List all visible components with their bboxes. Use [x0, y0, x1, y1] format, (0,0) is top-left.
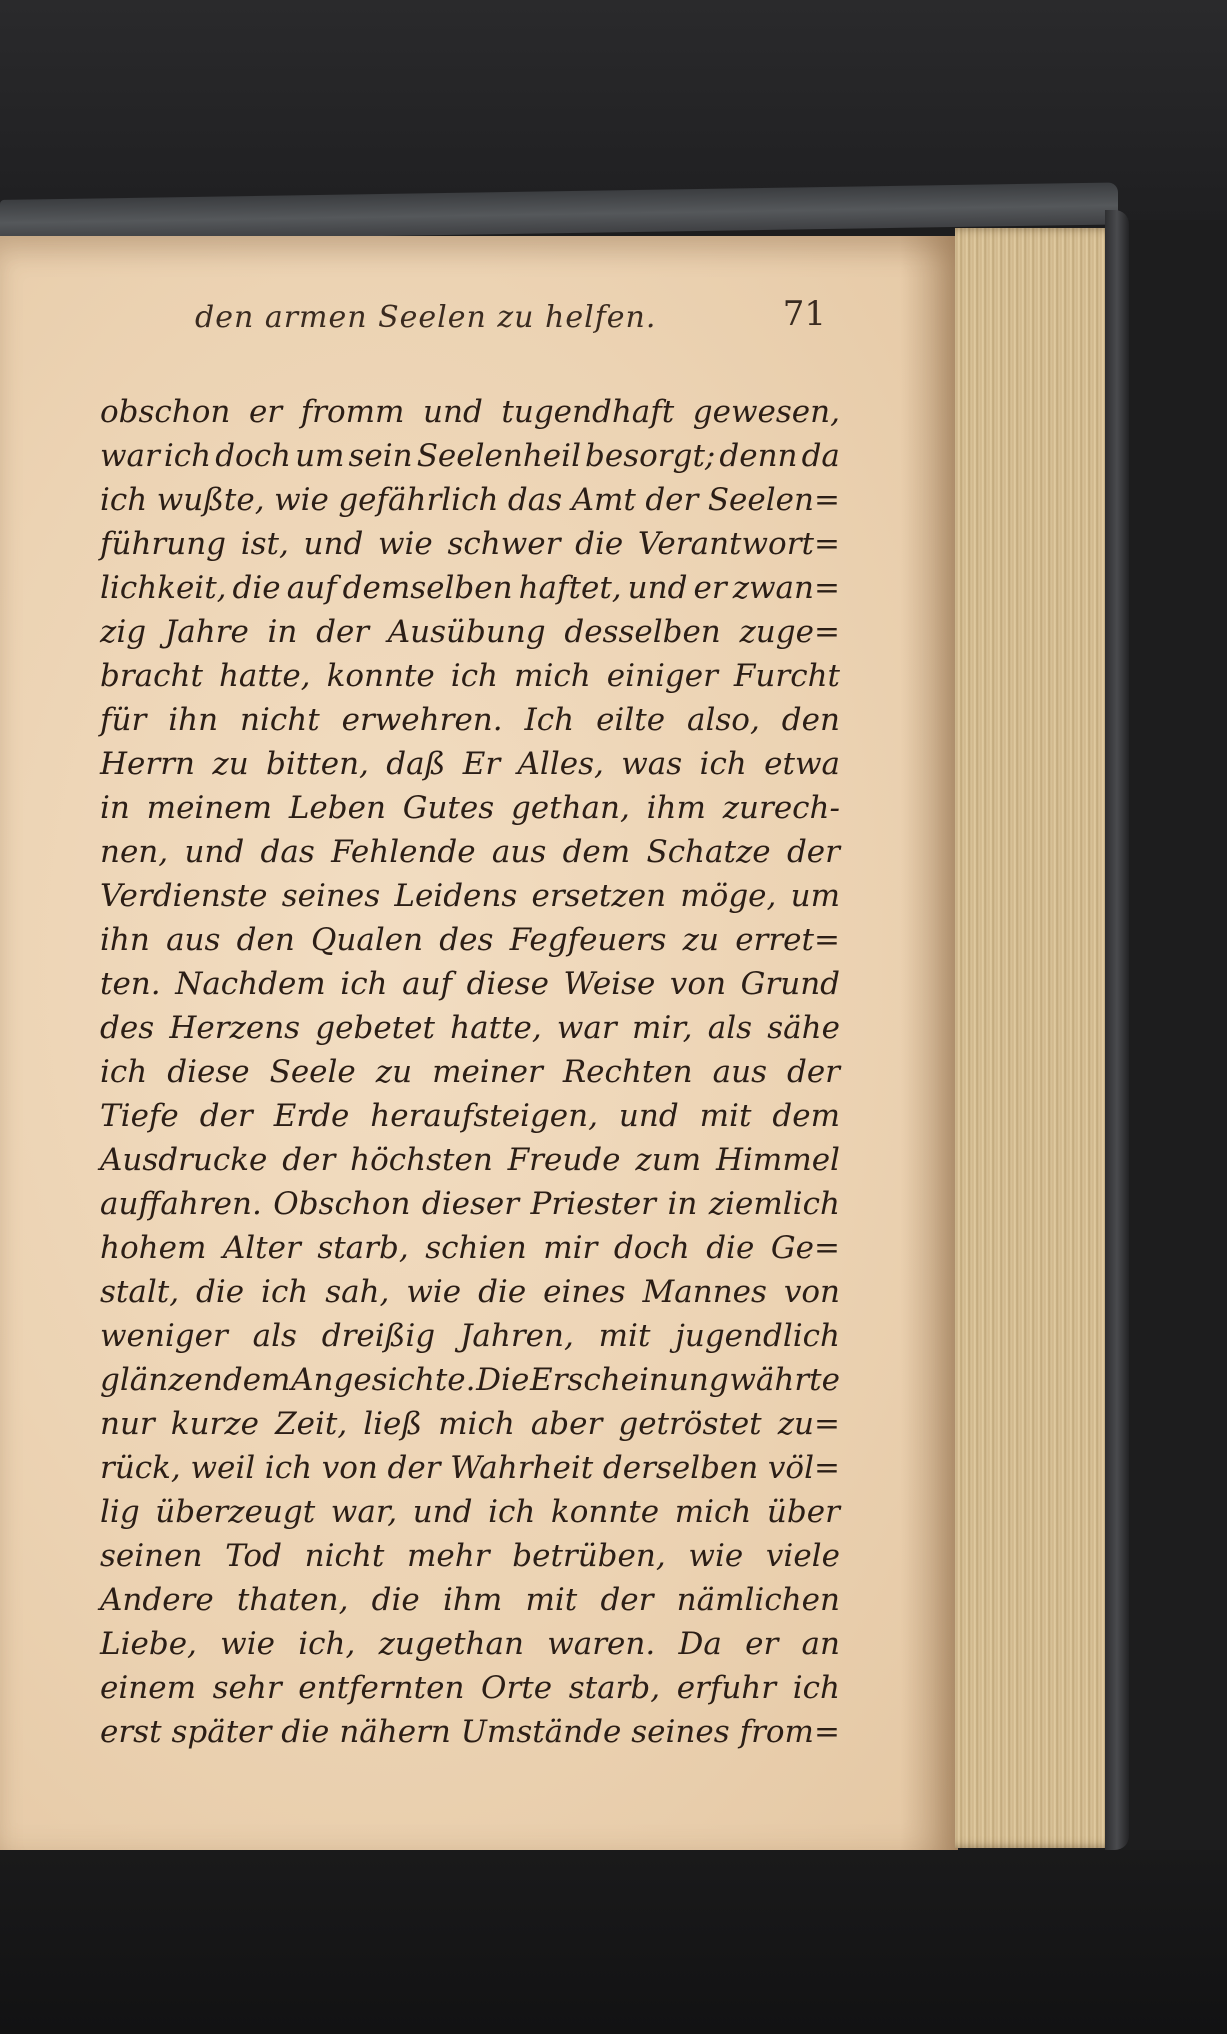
text-line: glänzendem Angesichte. Die Erscheinung währte	[100, 1362, 840, 1398]
page-shadow	[900, 236, 958, 1856]
text-line: hohem Alter starb, schien mir doch die Ge=	[100, 1230, 840, 1266]
text-line: lichkeit, die auf demselben haftet, und er zwan=	[100, 570, 840, 606]
body-text	[100, 390, 840, 1754]
text-line: ich diese Seele zu meiner Rechten aus der	[100, 1054, 840, 1090]
dark-background-bottom	[0, 1850, 1227, 2034]
text-line: obschon er fromm und tugendhaft gewesen,	[100, 394, 840, 430]
book-cover-edge	[1105, 210, 1129, 1850]
running-head: den armen Seelen zu helfen.	[195, 300, 657, 335]
text-line: nur kurze Zeit, ließ mich aber getröstet zu=	[100, 1406, 840, 1442]
page-text-block	[100, 294, 840, 1754]
text-line: führung ist, und wie schwer die Verantwort=	[100, 526, 840, 562]
page-edges	[955, 228, 1123, 1848]
text-line: stalt, die ich sah, wie die eines Mannes von	[100, 1274, 840, 1310]
page-header	[100, 294, 840, 370]
text-line: seinen Tod nicht mehr betrüben, wie viele	[100, 1538, 840, 1574]
text-line: Andere thaten, die ihm mit der nämlichen	[100, 1582, 840, 1618]
text-line: rück, weil ich von der Wahrheit derselben völ=	[100, 1450, 840, 1486]
text-line: war ich doch um sein Seelenheil besorgt; denn da	[100, 438, 840, 474]
text-line: ten. Nachdem ich auf diese Weise von Grund	[100, 966, 840, 1002]
text-line: nen, und das Fehlende aus dem Schatze der	[100, 834, 840, 870]
text-line: Ausdrucke der höchsten Freude zum Himmel	[100, 1142, 840, 1178]
text-line: Verdienste seines Leidens ersetzen möge, um	[100, 878, 840, 914]
text-line: einem sehr entfernten Orte starb, erfuhr ich	[100, 1670, 840, 1706]
text-line: weniger als dreißig Jahren, mit jugendlich	[100, 1318, 840, 1354]
page-number: 71	[782, 294, 826, 334]
text-line: des Herzens gebetet hatte, war mir, als sähe	[100, 1010, 840, 1046]
text-line: ihn aus den Qualen des Fegfeuers zu erret=	[100, 922, 840, 958]
text-line: für ihn nicht erwehren. Ich eilte also, den	[100, 702, 840, 738]
text-line: ich wußte, wie gefährlich das Amt der Seelen=	[100, 482, 840, 518]
text-line: lig überzeugt war, und ich konnte mich über	[100, 1494, 840, 1530]
text-line: erst später die nähern Umstände seines from=	[100, 1714, 840, 1750]
text-line: in meinem Leben Gutes gethan, ihm zurech-	[100, 790, 840, 826]
text-line: Liebe, wie ich, zugethan waren. Da er an	[100, 1626, 840, 1662]
text-line: Tiefe der Erde heraufsteigen, und mit dem	[100, 1098, 840, 1134]
text-line: zig Jahre in der Ausübung desselben zuge=	[100, 614, 840, 650]
text-line: bracht hatte, konnte ich mich einiger Furcht	[100, 658, 840, 694]
text-line: auffahren. Obschon dieser Priester in ziemlich	[100, 1186, 840, 1222]
text-line: Herrn zu bitten, daß Er Alles, was ich etwa	[100, 746, 840, 782]
